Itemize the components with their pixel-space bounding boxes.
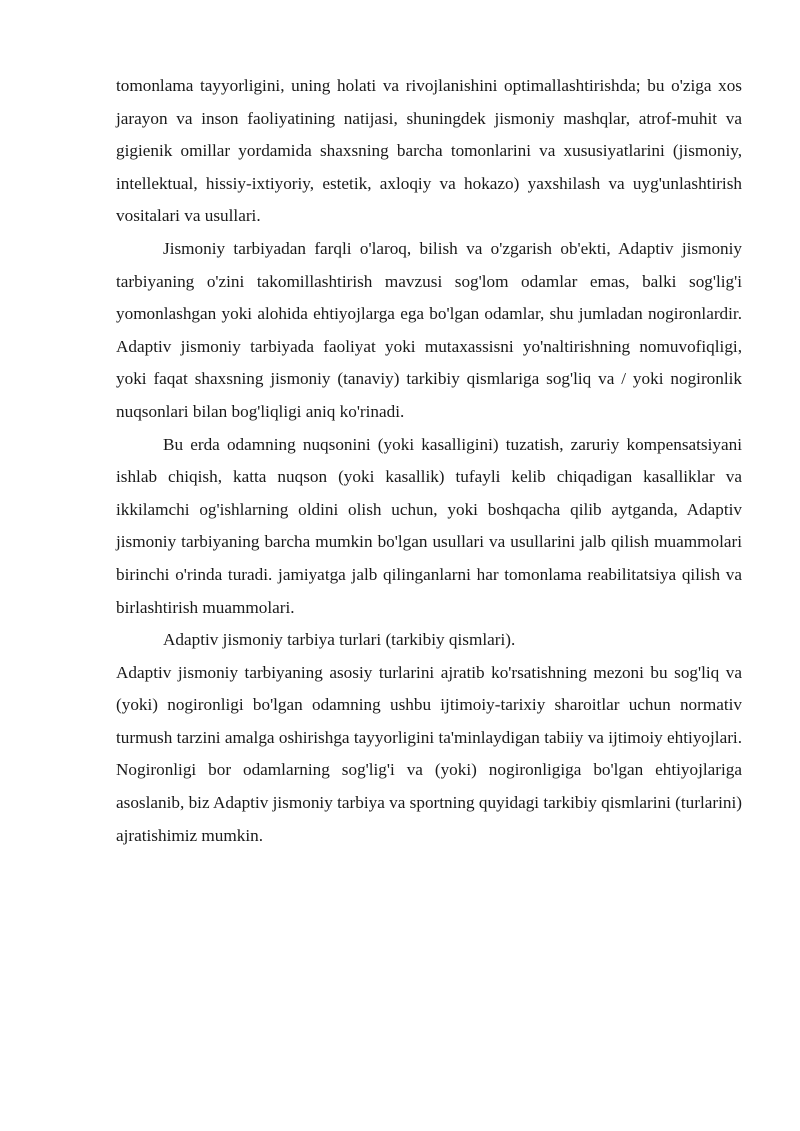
- paragraph-comparison: Jismoniy tarbiyadan farqli o'laroq, bilish va o'zgarish ob'ekti, Adaptiv jismoniy tarbiyaning o'zini takomillashtirish mavzusi sog'lom odamlar emas, balki sog'lig'i yomonlashgan yoki alohida ehtiyojlarga ega bo'lgan odamlar, shu jumladan nogironlardir. Adaptiv jismoniy tarbiyada faoliyat yoki mutaxassisni yo'naltirishning nomuvofiqligi, yoki faqat shaxsning jismoniy (tanaviy) tarkibiy qismlariga sog'liq va / yoki nogironlik nuqsonlari bilan bog'liqligi aniq ko'rinadi.: [116, 238, 742, 421]
- document-body: [116, 70, 742, 852]
- paragraph-problems: Bu erda odamning nuqsonini (yoki kasalligini) tuzatish, zaruriy kompensatsiyani ishlab chiqish, katta nuqson (yoki kasallik) tufayli kelib chiqadigan kasalliklar va ikkilamchi og'ishlarning oldini olish uchun, yoki boshqacha qilib aytganda, Adaptiv jismoniy tarbiyaning barcha mumkin bo'lgan usullari va usullarini jalb qilish muammolari birinchi o'rinda turadi. jamiyatga jalb qilinganlarni har tomonlama reabilitatsiya qilish va birlashtirish muammolari.: [116, 434, 742, 617]
- paragraph-criteria: Adaptiv jismoniy tarbiyaning asosiy turlarini ajratib ko'rsatishning mezoni bu sog'liq va (yoki) nogironligi bo'lgan odamning ushbu ijtimoiy-tarixiy sharoitlar uchun normativ turmush tarzini amalga oshirishga tayyorligini ta'minlaydigan tabiiy va ijtimoiy ehtiyojlari. Nogironligi bor odamlarning sog'lig'i va (yoki) nogironligiga bo'lgan ehtiyojlariga asoslanib, biz Adaptiv jismoniy tarbiya va sportning quyidagi tarkibiy qismlarini (turlarini) ajratishimiz mumkin.: [116, 662, 742, 845]
- section-heading-types: Adaptiv jismoniy tarbiya turlari (tarkibiy qismlari).: [163, 630, 516, 650]
- paragraph-continuation: tomonlama tayyorligini, uning holati va rivojlanishini optimallashtirishda; bu o'ziga xos jarayon va inson faoliyatining natijasi, shuningdek jismoniy mashqlar, atrof-muhit va gigienik omillar yordamida shaxsning barcha tomonlarini va xususiyatlarini (jismoniy, intellektual, hissiy-ixtiyoriy, estetik, axloqiy va hokazo) yaxshilash va uyg'unlashtirish vositalari va usullari.: [116, 76, 742, 226]
